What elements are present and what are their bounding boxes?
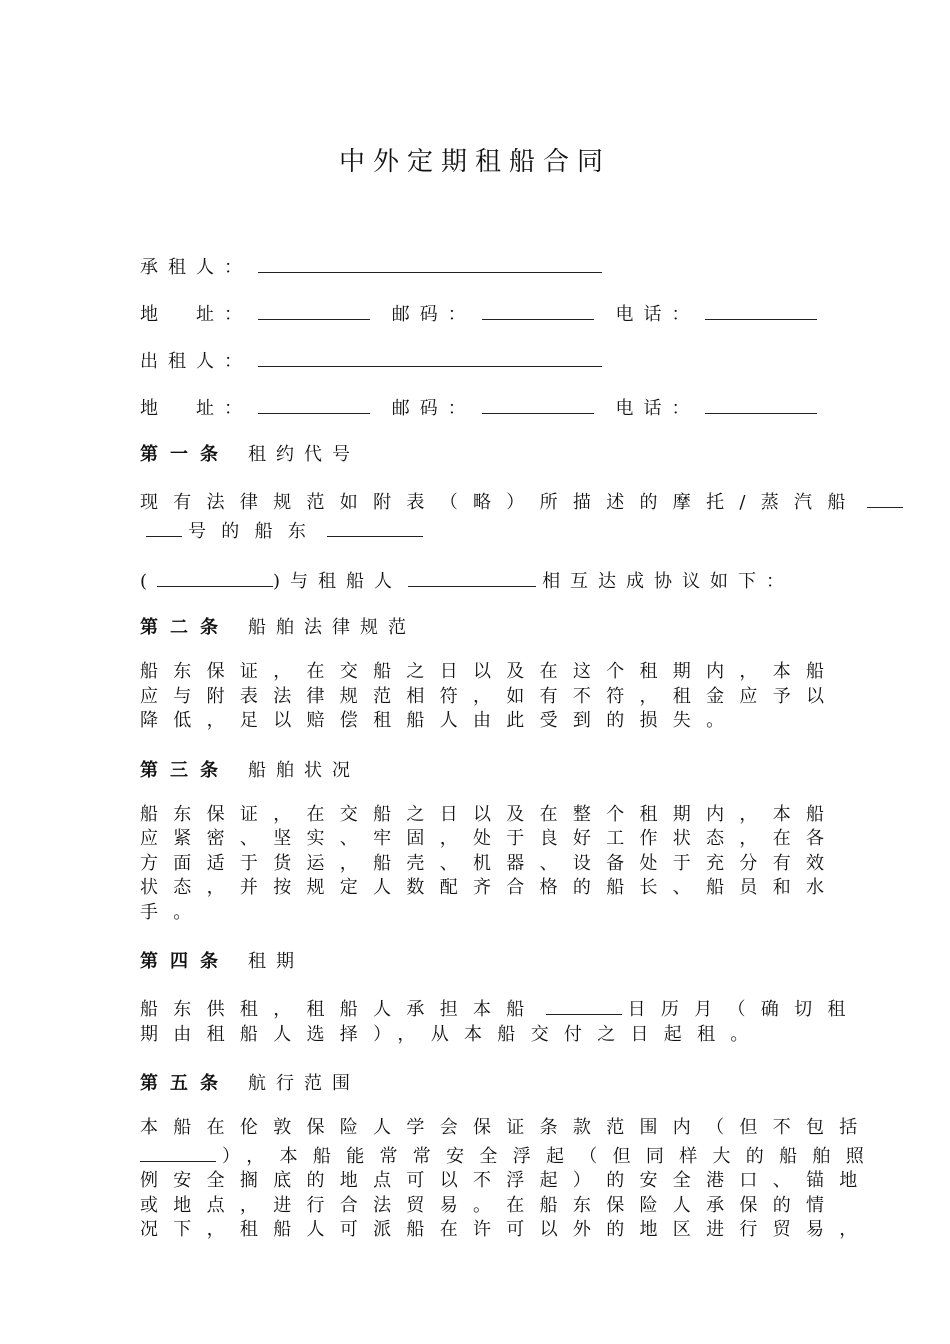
article-number: 第五条 bbox=[140, 1073, 230, 1094]
lessee-label: 承租人： bbox=[140, 257, 252, 278]
article-4-text bbox=[140, 994, 861, 1047]
article-5-row: 或地点，进行合法贸易。在船东保险人承保的情 bbox=[140, 1194, 840, 1216]
article-1-row: 现有法律规范如附表（略）所描述的摩托/蒸汽船 bbox=[140, 492, 861, 513]
address-label: 地 址： bbox=[140, 304, 252, 325]
article-4-row: 期由租船人选择），从本船交付之日起租。 bbox=[140, 1023, 764, 1045]
article-5-row: 本船在伦敦保险人学会保证条款范围内（但不包括 bbox=[140, 1117, 873, 1138]
article-3-row: 状态，并按规定人数配齐合格的船长、船员和水 bbox=[140, 877, 840, 898]
lessee-blank[interactable] bbox=[258, 252, 602, 273]
shipowner-blank[interactable] bbox=[327, 516, 423, 537]
article-4-row: 日历月（确切租 bbox=[627, 999, 861, 1020]
agreement-text: 相互达成协议如下： bbox=[542, 571, 795, 592]
article-4-heading bbox=[140, 947, 855, 994]
article-3-heading bbox=[140, 756, 855, 803]
shipowner-extra-blank[interactable] bbox=[157, 566, 273, 587]
charterer-label: )与租船人 bbox=[273, 571, 403, 592]
months-blank[interactable] bbox=[546, 994, 622, 1015]
article-5-row: 况下，租船人可派船在许可以外的地区进行贸易， bbox=[140, 1219, 873, 1240]
lessee-phone-blank[interactable] bbox=[705, 299, 817, 320]
lessee-address-line bbox=[140, 299, 855, 346]
lessor-phone-blank[interactable] bbox=[705, 393, 817, 414]
article-1-text bbox=[140, 487, 861, 544]
article-3-row: 手。 bbox=[140, 901, 207, 923]
contract-body bbox=[140, 252, 879, 1265]
lessor-blank[interactable] bbox=[258, 346, 602, 367]
lessor-address-line bbox=[140, 393, 855, 440]
lessor-label: 出租人： bbox=[140, 351, 252, 372]
paren-open: ( bbox=[140, 571, 158, 592]
article-4-row: 船东供租，租船人承担本船 bbox=[140, 999, 540, 1020]
article-3-row: 应紧密、坚实、牢固，处于良好工作状态，在各 bbox=[140, 828, 840, 849]
ship-name-blank-cont[interactable] bbox=[146, 516, 182, 537]
postcode-label: 邮码： bbox=[391, 398, 476, 419]
article-2-row: 降低，足以赔偿租船人由此受到的损失。 bbox=[140, 710, 740, 731]
article-number: 第二条 bbox=[140, 617, 230, 638]
article-1-agreement-line bbox=[140, 566, 855, 613]
article-title: 航行范围 bbox=[248, 1073, 360, 1094]
article-title: 船舶法律规范 bbox=[248, 617, 416, 638]
article-number: 第一条 bbox=[140, 444, 230, 465]
article-3-text bbox=[140, 803, 840, 926]
phone-label: 电话： bbox=[615, 304, 700, 325]
article-2-heading bbox=[140, 613, 855, 660]
lessor-postcode-blank[interactable] bbox=[482, 393, 594, 414]
article-5-heading bbox=[140, 1069, 855, 1116]
article-5-row: 例安全搁底的地点可以不浮起）的安全港口、锚地 bbox=[140, 1170, 873, 1191]
address-label: 地 址： bbox=[140, 398, 252, 419]
article-3-row: 方面适于货运，船壳、机器、设备处于充分有效 bbox=[140, 852, 840, 874]
article-number: 第四条 bbox=[140, 951, 230, 972]
article-2-row: 船东保证，在交船之日以及在这个租期内，本船 bbox=[140, 661, 840, 682]
article-title: 租约代号 bbox=[248, 444, 360, 465]
article-5-text bbox=[140, 1116, 879, 1243]
article-3-row: 船东保证，在交船之日以及在整个租期内，本船 bbox=[140, 803, 840, 825]
article-title: 租期 bbox=[248, 951, 304, 972]
article-number: 第三条 bbox=[140, 759, 230, 781]
article-title: 船舶状况 bbox=[248, 759, 360, 781]
article-5-row: ），本船能常常安全浮起（但同样大的船舶照 bbox=[222, 1145, 879, 1167]
page-title: 中外定期租船合同 bbox=[338, 147, 611, 177]
excluded-area-blank[interactable] bbox=[140, 1141, 216, 1162]
article-1-heading bbox=[140, 440, 855, 487]
lessor-line bbox=[140, 346, 855, 393]
phone-label: 电话： bbox=[615, 398, 700, 419]
ship-name-blank[interactable] bbox=[867, 487, 903, 508]
lessor-address-blank[interactable] bbox=[258, 393, 370, 414]
lessee-line bbox=[140, 252, 855, 299]
postcode-label: 邮码： bbox=[391, 304, 476, 325]
article-2-text bbox=[140, 660, 840, 734]
lessee-address-blank[interactable] bbox=[258, 299, 370, 320]
article-2-row: 应与附表法律规范相符，如有不符，租金应予以 bbox=[140, 685, 840, 707]
article-1-row: 号的船东 bbox=[188, 520, 322, 542]
lessee-postcode-blank[interactable] bbox=[482, 299, 594, 320]
charterer-blank[interactable] bbox=[408, 566, 536, 587]
